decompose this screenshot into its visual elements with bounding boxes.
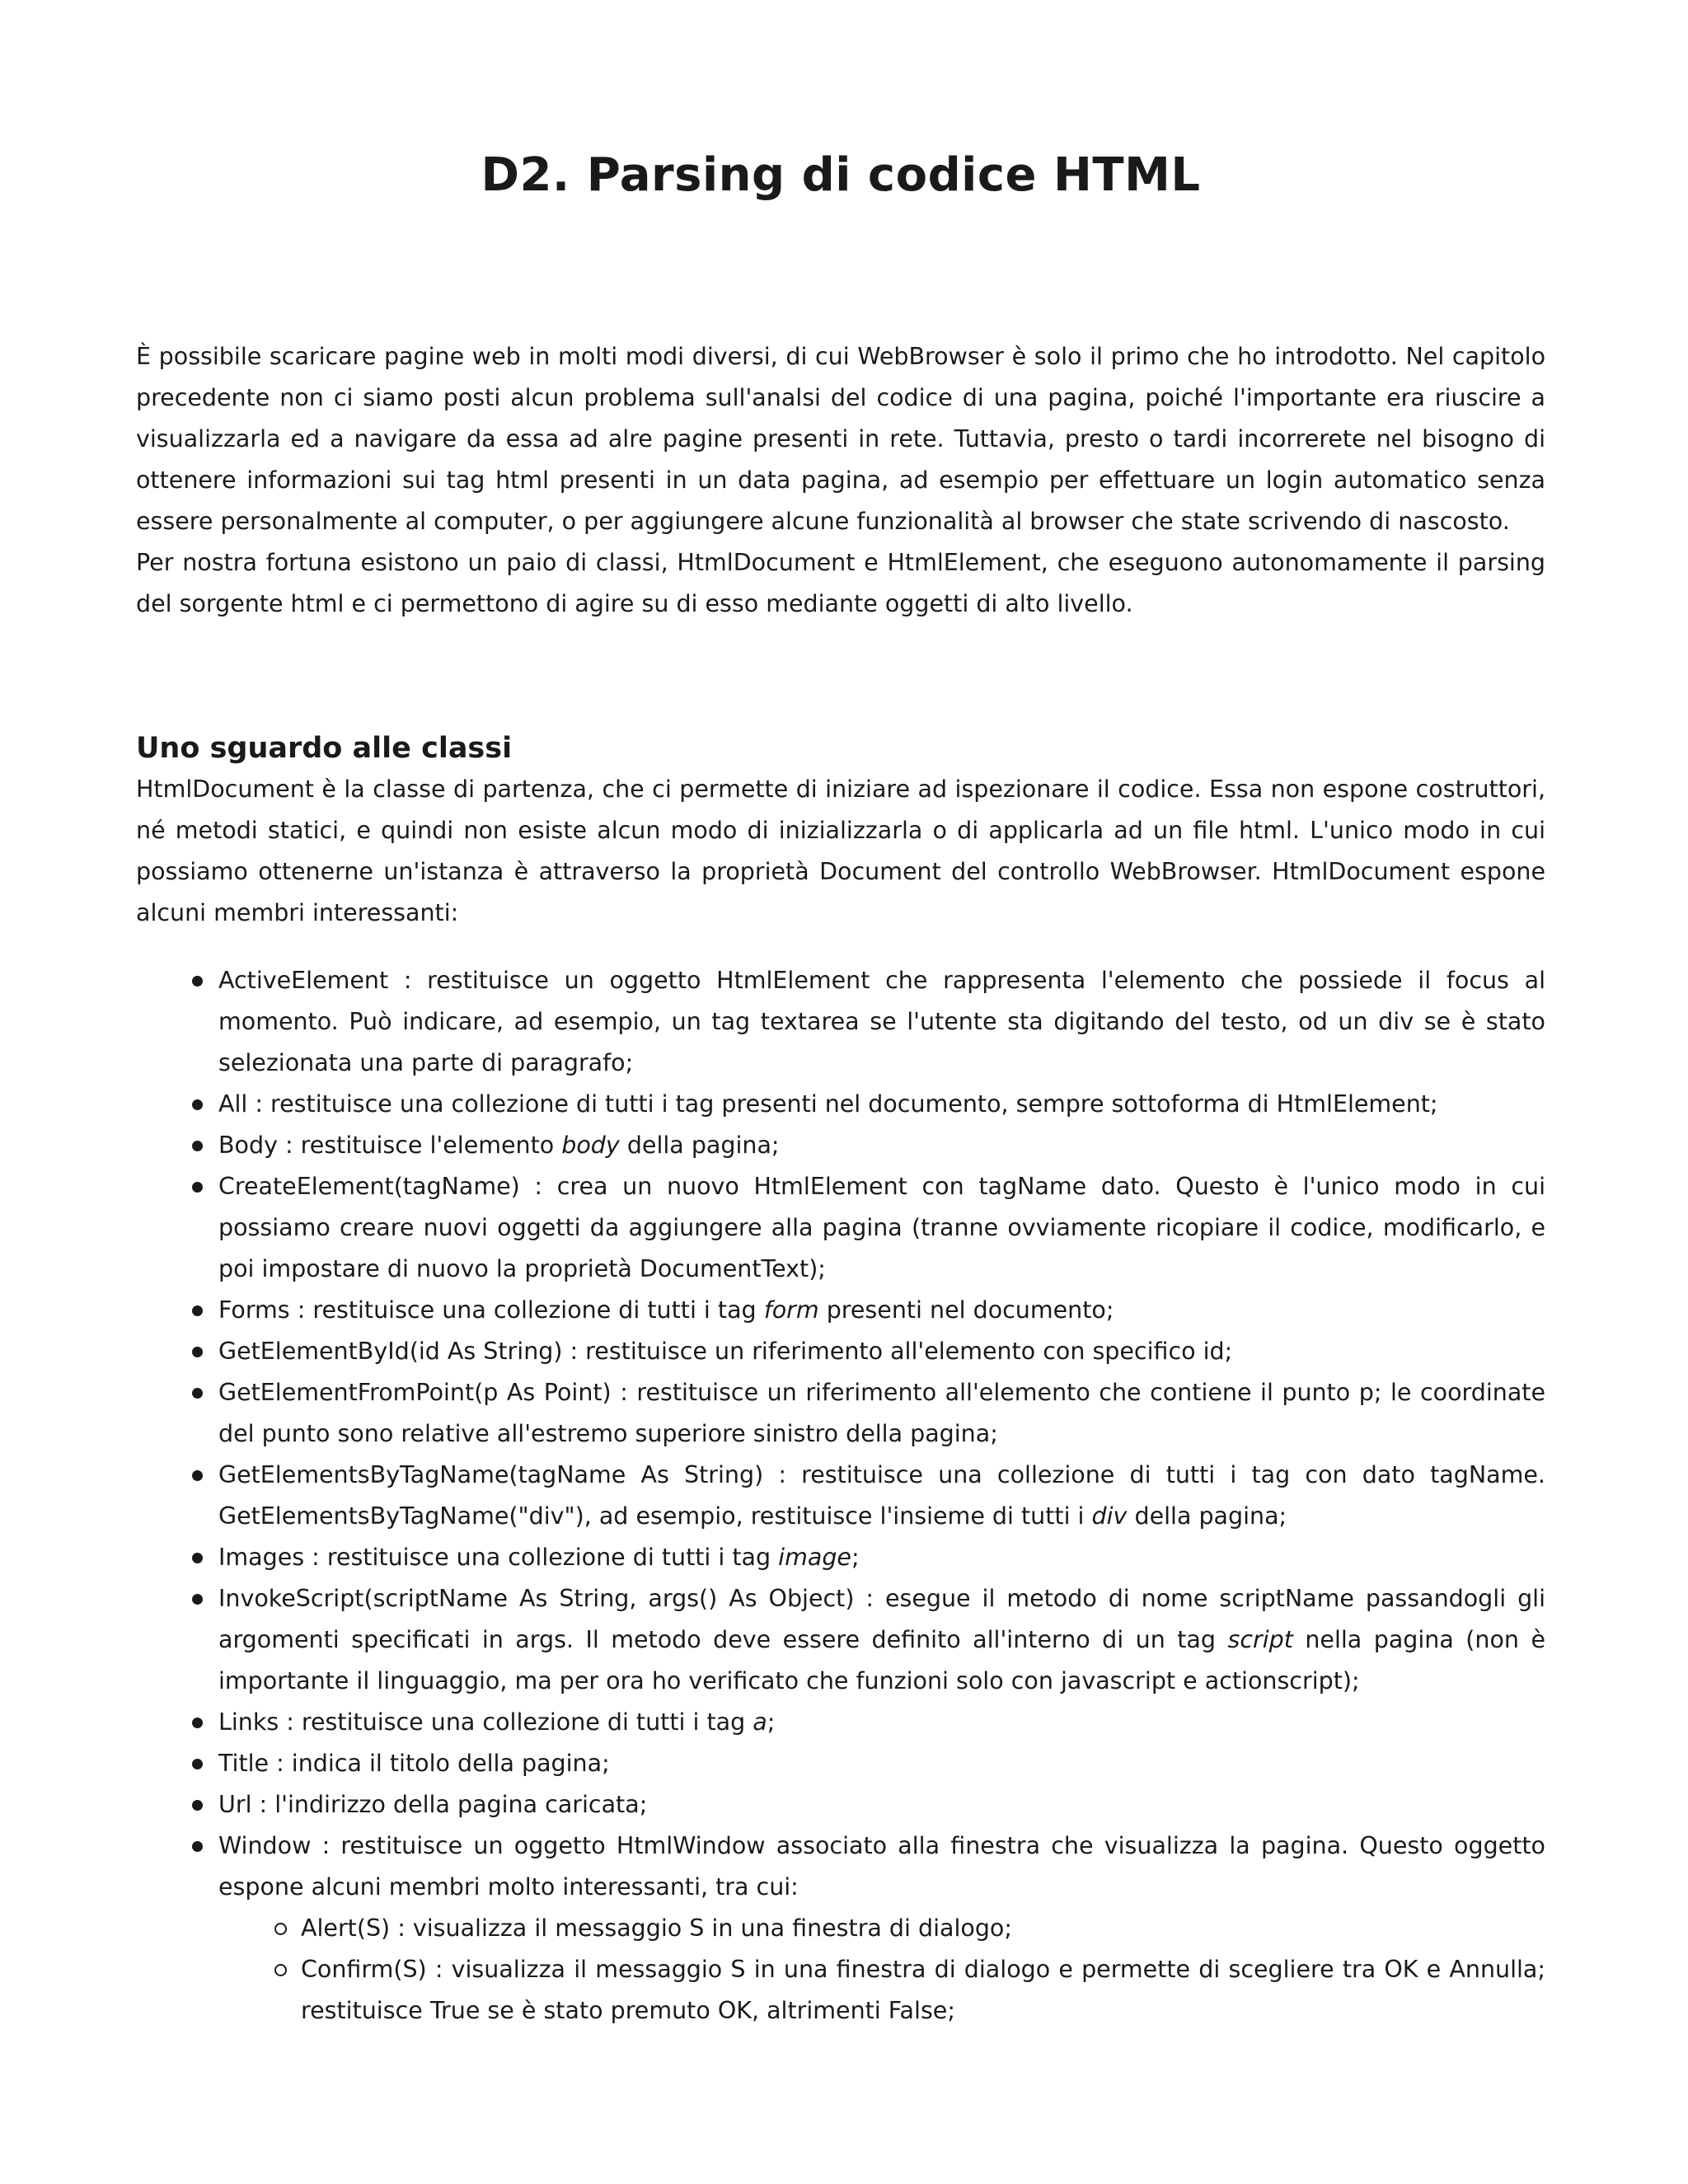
list-item: Images : restituisce una collezione di tutti i tag image; — [218, 1537, 1545, 1578]
list-item: Title : indica il titolo della pagina; — [218, 1743, 1545, 1784]
intro-paragraph: Per nostra fortuna esistono un paio di classi, HtmlDocument e HtmlElement, che eseguono autonomamente il parsing del sorgente html e ci permettono di agire su di esso mediante oggetti di alto livello. — [136, 549, 1545, 617]
list-item: GetElementsByTagName(tagName As String) : restituisce una collezione di tutti i tag con dato tagName. GetElementsByTagName("div"), ad esempio, restituisce l'insieme di tutti i div della pagina; — [218, 1455, 1545, 1537]
list-item: GetElementById(id As String) : restituisce un riferimento all'elemento con specifico id; — [218, 1331, 1545, 1372]
sub-list-item: Confirm(S) : visualizza il messaggio S in una finestra di dialogo e permette di scegliere tra OK e Annulla; restituisce True se è stato premuto OK, altrimenti False; — [301, 1949, 1545, 2032]
list-item: GetElementFromPoint(p As Point) : restituisce un riferimento all'elemento che contiene il punto p; le coordinate del punto sono relative all'estremo superiore sinistro della pagina; — [218, 1372, 1545, 1455]
page-title: D2. Parsing di codice HTML — [481, 148, 1201, 202]
intro-section — [136, 336, 1545, 625]
list-item: CreateElement(tagName) : crea un nuovo HtmlElement con tagName dato. Questo è l'unico modo in cui possiamo creare nuovi oggetti da aggiungere alla pagina (tranne ovviamente ricopiare il codice, modificarlo, e poi impostare di nuovo la proprietà DocumentText); — [218, 1166, 1545, 1290]
list-item: Body : restituisce l'elemento body della pagina; — [218, 1125, 1545, 1166]
list-item: Url : l'indirizzo della pagina caricata; — [218, 1784, 1545, 1825]
document-page — [136, 0, 1545, 2032]
list-item: Forms : restituisce una collezione di tutti i tag form presenti nel documento; — [218, 1290, 1545, 1331]
list-item: All : restituisce una collezione di tutti i tag presenti nel documento, sempre sottoforma di HtmlElement; — [218, 1084, 1545, 1125]
sub-list-item: Alert(S) : visualizza il messaggio S in una finestra di dialogo; — [301, 1908, 1545, 1949]
list-item: ActiveElement : restituisce un oggetto HtmlElement che rappresenta l'elemento che possiede il focus al momento. Può indicare, ad esempio, un tag textarea se l'utente sta digitando del testo, od un div se è stato selezionata una parte di paragrafo; — [218, 960, 1545, 1084]
list-item: Window : restituisce un oggetto HtmlWindow associato alla finestra che visualizza la pagina. Questo oggetto espone alcuni membri molto interessanti, tra cui: Alert(S) : visualizza il messaggio S in una finestra di dialogo; Confirm(S) : visualizza il messaggio S in una finestra di dialogo e permette di scegliere tra OK e Annulla; restituisce True se è stato premuto OK, altrimenti False; — [218, 1825, 1545, 2032]
intro-paragraph: È possibile scaricare pagine web in molti modi diversi, di cui WebBrowser è solo il primo che ho introdotto. Nel capitolo precedente non ci siamo posti alcun problema sull'analsi del codice di una pagina, poiché l'importante era riuscire a visualizzarla ed a navigare da essa ad alre pagine presenti in rete. Tuttavia, presto o tardi incorrerete nel bisogno di ottenere informazioni sui tag html presenti in un data pagina, ad esempio per effettuare un login automatico senza essere personalmente al computer, o per aggiungere alcune funzionalità al browser che state scrivendo di nascosto. — [136, 343, 1545, 535]
list-item: Links : restituisce una collezione di tutti i tag a; — [218, 1702, 1545, 1743]
section-paragraph: HtmlDocument è la classe di partenza, che ci permette di iniziare ad ispezionare il codice. Essa non espone costruttori, né metodi statici, e quindi non esiste alcun modo di inizializzarla o di applicarla ad un file html. L'unico modo in cui possiamo ottenerne un'istanza è attraverso la proprietà Document del controllo WebBrowser. HtmlDocument espone alcuni membri interessanti: — [136, 776, 1545, 926]
window-members-list — [218, 1908, 1545, 2032]
section-heading: Uno sguardo alle classi — [136, 732, 513, 765]
list-item: InvokeScript(scriptName As String, args() As Object) : esegue il metodo di nome scriptName passandogli gli argomenti specificati in args. Il metodo deve essere definito all'interno di un tag script nella pagina (non è importante il linguaggio, ma per ora ho verificato che funzioni solo con javascript e actionscript); — [218, 1578, 1545, 1702]
members-list — [136, 960, 1545, 2032]
